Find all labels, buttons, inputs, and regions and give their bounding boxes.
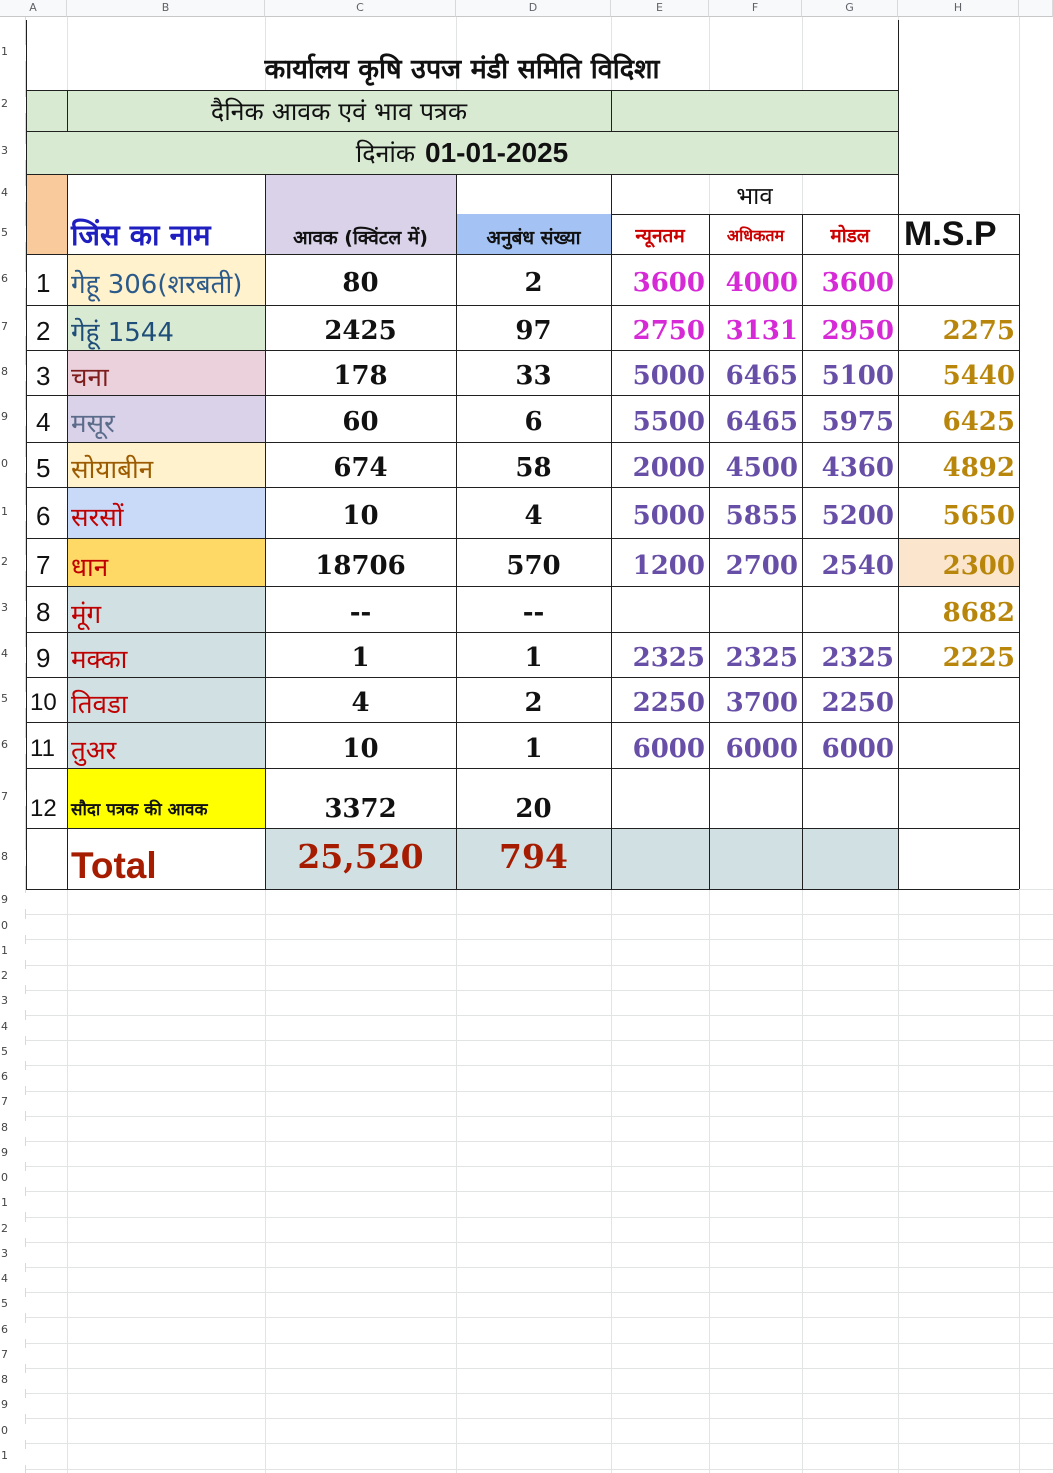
- model-price: 2950: [821, 316, 894, 346]
- crop-name: मूंग: [71, 599, 102, 630]
- crop-name: गेहूं 1544: [71, 318, 174, 348]
- msp-value: 5440: [942, 361, 1015, 391]
- arrival-value: --: [349, 597, 372, 628]
- row-number[interactable]: 1: [0, 1196, 26, 1212]
- max-price: 6465: [725, 407, 798, 437]
- arrival-value: 674: [333, 453, 388, 483]
- contracts-value: 1: [524, 733, 543, 764]
- model-price: 2540: [821, 550, 894, 581]
- contracts-value: 570: [506, 550, 561, 581]
- contracts-value: 2: [524, 268, 543, 298]
- min-price: 5000: [632, 501, 705, 531]
- row-number[interactable]: 6: [0, 272, 26, 288]
- date-value: 01-01-2025: [425, 137, 569, 168]
- contracts-value: --: [522, 597, 545, 628]
- row-number[interactable]: 5: [0, 1297, 26, 1313]
- crop-name: तिवडा: [71, 690, 128, 720]
- row-index: 8: [36, 597, 51, 627]
- arrival-value: 18706: [315, 550, 406, 581]
- crop-name: मसूर: [71, 409, 115, 439]
- min-price: 2750: [632, 316, 705, 346]
- row-number[interactable]: 5: [0, 226, 26, 242]
- row-number[interactable]: 7: [0, 790, 26, 806]
- column-header-d[interactable]: D: [456, 0, 611, 17]
- arrival-value: 60: [342, 407, 379, 437]
- row-number[interactable]: 4: [0, 1020, 26, 1036]
- min-price: 2325: [632, 643, 705, 673]
- msp-value: 4892: [942, 453, 1015, 483]
- model-price: 2325: [821, 643, 894, 673]
- model-price: 5200: [821, 501, 894, 531]
- row-number[interactable]: 3: [0, 601, 26, 617]
- row-number[interactable]: 3: [0, 1247, 26, 1263]
- column-header-b[interactable]: B: [67, 0, 265, 17]
- date-line: [26, 132, 898, 174]
- arrival-value: 1: [351, 643, 370, 673]
- row-number[interactable]: 1: [0, 944, 26, 960]
- arrival-value: 10: [342, 733, 379, 764]
- min-price: 1200: [632, 550, 705, 581]
- row-number[interactable]: 9: [0, 1398, 26, 1414]
- column-header-f[interactable]: F: [709, 0, 802, 17]
- max-price: [709, 587, 802, 632]
- contracts-value: 6: [524, 407, 543, 437]
- row-index: 12: [30, 794, 57, 822]
- column-header-g[interactable]: G: [802, 0, 898, 17]
- row-number[interactable]: 6: [0, 738, 26, 754]
- arrival-value: 2425: [324, 316, 397, 346]
- header-max: अधिकतम: [726, 226, 785, 245]
- column-header-e[interactable]: E: [611, 0, 709, 17]
- header-min: न्यूनतम: [635, 225, 685, 247]
- min-price: 2250: [632, 688, 705, 718]
- max-price: 6465: [725, 361, 798, 391]
- crop-name: मक्का: [71, 645, 128, 675]
- msp-value: [898, 678, 1019, 722]
- row-number[interactable]: 3: [0, 144, 26, 160]
- row-number[interactable]: 7: [0, 320, 26, 336]
- model-price: 4360: [821, 453, 894, 483]
- header-crop-name: जिंस का नाम: [71, 217, 211, 252]
- msp-value: [898, 255, 1019, 305]
- row-number[interactable]: 2: [0, 555, 26, 571]
- row-index: 1: [36, 267, 51, 298]
- msp-value: [898, 769, 1019, 828]
- crop-name: तुअर: [71, 735, 117, 766]
- row-index: 5: [36, 452, 51, 483]
- row-index: 9: [36, 642, 51, 673]
- row-number[interactable]: 4: [0, 186, 26, 202]
- row-number[interactable]: 5: [0, 692, 26, 708]
- page-title: कार्यालय कृषि उपज मंडी समिति विदिशा: [264, 53, 660, 85]
- row-number[interactable]: 0: [0, 457, 26, 473]
- max-price: [709, 769, 802, 828]
- min-price: 6000: [632, 733, 705, 764]
- row-number[interactable]: 0: [0, 1171, 26, 1187]
- max-price: 5855: [725, 501, 798, 531]
- total-contracts: 794: [499, 836, 568, 876]
- row-number[interactable]: 8: [0, 1121, 26, 1137]
- crop-name: सरसों: [71, 503, 124, 533]
- row-number[interactable]: 8: [0, 365, 26, 381]
- arrival-value: 80: [342, 268, 379, 298]
- arrival-value: 10: [342, 501, 379, 531]
- crop-name: चना: [71, 363, 109, 393]
- row-number[interactable]: 0: [0, 1424, 26, 1440]
- min-price: 5000: [632, 361, 705, 391]
- row-number[interactable]: 0: [0, 919, 26, 935]
- arrival-value: 178: [333, 361, 388, 391]
- row-number[interactable]: 2: [0, 97, 26, 113]
- row-number[interactable]: 1: [0, 1449, 26, 1465]
- max-price: 3700: [725, 688, 798, 718]
- page-subtitle: दैनिक आवक एवं भाव पत्रक: [210, 97, 468, 126]
- contracts-value: 1: [524, 643, 543, 673]
- row-index: 10: [30, 689, 57, 716]
- contracts-value: 33: [515, 361, 552, 391]
- row-number[interactable]: 1: [0, 505, 26, 521]
- msp-value: [898, 723, 1019, 768]
- max-price: 2325: [725, 643, 798, 673]
- row-number[interactable]: 3: [0, 994, 26, 1010]
- column-header-a[interactable]: A: [0, 0, 67, 17]
- max-price: 2700: [725, 550, 798, 581]
- row-number[interactable]: 2: [0, 969, 26, 985]
- contracts-value: 4: [524, 501, 543, 531]
- row-number[interactable]: 7: [0, 1348, 26, 1364]
- row-index: 2: [36, 315, 51, 346]
- model-price: 5100: [821, 361, 894, 391]
- contracts-value: 2: [524, 688, 543, 718]
- max-price: 6000: [725, 733, 798, 764]
- min-price: [611, 587, 709, 632]
- row-number[interactable]: 6: [0, 1070, 26, 1086]
- row-index: 6: [36, 500, 51, 531]
- row-number[interactable]: 8: [0, 850, 26, 866]
- row-number[interactable]: 1: [0, 45, 26, 61]
- row-index: 4: [36, 406, 51, 437]
- contracts-value: 58: [515, 453, 552, 483]
- arrival-value: 4: [351, 688, 370, 718]
- model-price: 5975: [821, 407, 894, 437]
- row-number[interactable]: 9: [0, 1146, 26, 1162]
- column-header-h[interactable]: H: [898, 0, 1019, 17]
- arrival-value: 3372: [324, 793, 397, 824]
- crop-name: सौदा पत्रक की आवक: [71, 800, 208, 820]
- total-arrival: 25,520: [297, 836, 424, 876]
- msp-value: 2275: [942, 316, 1015, 346]
- max-price: 4000: [725, 268, 798, 298]
- contracts-value: 20: [515, 793, 552, 824]
- crop-name: गेहू 306(शरबती): [71, 270, 243, 300]
- date-label: दिनांक: [355, 139, 416, 168]
- row-index: 3: [36, 360, 51, 391]
- crop-name: सोयाबीन: [71, 455, 154, 485]
- msp-value: 2300: [942, 550, 1015, 581]
- row-number[interactable]: 5: [0, 1045, 26, 1061]
- model-price: 2250: [821, 688, 894, 718]
- crop-name: धान: [71, 552, 109, 583]
- msp-value: 2225: [942, 643, 1015, 673]
- header-contracts: अनुबंध संख्या: [486, 227, 581, 249]
- row-index: 11: [30, 734, 55, 762]
- row-number[interactable]: 9: [0, 410, 26, 426]
- max-price: 3131: [725, 316, 798, 346]
- min-price: 2000: [632, 453, 705, 483]
- column-header-c[interactable]: C: [265, 0, 456, 17]
- row-index: 7: [36, 550, 51, 580]
- row-number[interactable]: 4: [0, 1272, 26, 1288]
- model-price: [802, 769, 898, 828]
- min-price: 5500: [632, 407, 705, 437]
- msp-value: 8682: [942, 597, 1015, 628]
- contracts-value: 97: [515, 316, 552, 346]
- msp-value: 6425: [942, 407, 1015, 437]
- model-price: [802, 587, 898, 632]
- header-arrival: आवक (क्विंटल में): [293, 227, 428, 249]
- msp-value: 5650: [942, 501, 1015, 531]
- row-number[interactable]: 6: [0, 1323, 26, 1339]
- max-price: 4500: [725, 453, 798, 483]
- row-number[interactable]: 9: [0, 893, 26, 909]
- model-price: 6000: [821, 733, 894, 764]
- model-price: 3600: [821, 268, 894, 298]
- min-price: 3600: [632, 268, 705, 298]
- row-number[interactable]: 4: [0, 647, 26, 663]
- corner-cell: [26, 174, 67, 254]
- row-number[interactable]: 8: [0, 1373, 26, 1389]
- min-price: [611, 769, 709, 828]
- row-number[interactable]: 2: [0, 1222, 26, 1238]
- header-model: मोडल: [830, 225, 870, 247]
- total-label: Total: [71, 845, 157, 886]
- row-number[interactable]: 7: [0, 1095, 26, 1111]
- header-price-group: भाव: [736, 181, 773, 210]
- header-msp: M.S.P: [904, 214, 997, 253]
